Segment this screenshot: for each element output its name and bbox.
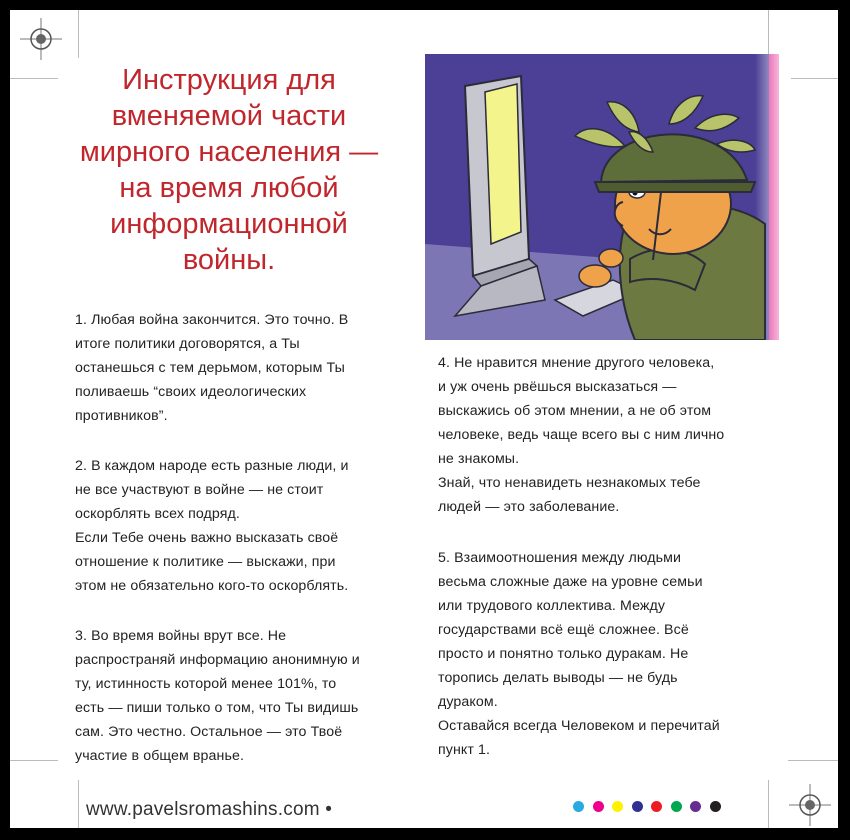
soldier-at-computer-illustration [425, 54, 791, 340]
paragraph-line: государствами всё ещё сложнее. Всё [438, 622, 689, 638]
paragraph-line: 1. Любая война закончится. Это точно. В [75, 312, 349, 328]
paragraph-line: Знай, что ненавидеть незнакомых тебе [438, 475, 701, 491]
website-url: www.pavelsromashins.com • [86, 799, 333, 820]
crop-mark [768, 780, 769, 828]
color-dot [632, 801, 643, 812]
color-dot [573, 801, 584, 812]
paragraph-line: 2. В каждом народе есть разные люди, и [75, 458, 349, 474]
crop-mark [78, 780, 79, 828]
title-line: Инструкция для [122, 64, 336, 96]
paragraph-line: человеке, ведь чаще всего вы с ним лично [438, 427, 725, 443]
crop-mark [10, 760, 58, 761]
color-dot [593, 801, 604, 812]
poster [10, 10, 838, 828]
paragraph-line: пункт 1. [438, 742, 491, 758]
paragraph-line: противников”. [75, 408, 168, 424]
registration-mark-icon [789, 784, 831, 826]
paragraph-line: торопись делать выводы — не будь [438, 670, 678, 686]
color-dot [651, 801, 662, 812]
crop-mark [768, 10, 769, 58]
paragraph-line: и уж очень рвёшься высказаться — [438, 379, 677, 395]
color-dot [612, 801, 623, 812]
title-line: информационной [110, 208, 348, 240]
paragraph-line: распространяй информацию анонимную и [75, 652, 360, 668]
color-dot [671, 801, 682, 812]
paragraph-line: ту, истинность которой менее 101%, то [75, 676, 337, 692]
paragraph-line: Оставайся всегда Человеком и перечитай [438, 718, 720, 734]
paragraph-line: весьма сложные даже на уровне семьи [438, 574, 703, 590]
list-item [75, 624, 360, 768]
title-line: войны. [182, 244, 276, 276]
paragraph-line: 5. Взаимоотношения между людьми [438, 550, 682, 566]
crop-mark [788, 760, 838, 761]
paragraph-line: людей — это заболевание. [438, 499, 620, 515]
paragraph-line: участие в общем вранье. [75, 748, 244, 764]
paragraph-line: оскорблять всех подряд. [75, 506, 240, 522]
paragraph-line: отношение к политике — выскажи, при [75, 554, 336, 570]
color-dot [710, 801, 721, 812]
paragraph-line: не знакомы. [438, 451, 520, 467]
list-item [438, 546, 720, 762]
paragraph-line: не все участвуют в войне — не стоит [75, 482, 324, 498]
paragraph-line: 3. Во время войны врут все. Не [75, 628, 287, 644]
paragraph-line: 4. Не нравится мнение другого человека, [438, 355, 715, 371]
list-item [438, 351, 724, 519]
crop-mark [10, 78, 58, 79]
paragraph-line: этом не обязательно кого-то оскорблять. [75, 578, 349, 594]
registration-mark-icon [20, 18, 62, 60]
paragraph-line: поливаешь “своих идеологических [75, 384, 307, 400]
paragraph-line: останешься с тем дерьмом, которым Ты [75, 360, 345, 376]
paragraph-line: выскажись об этом мнении, а не об этом [438, 403, 712, 419]
paragraph-line: Если Тебе очень важно высказать своё [75, 530, 339, 546]
crop-mark [788, 78, 838, 79]
title-line: мирного населения — [79, 136, 379, 168]
paragraph-line: просто и понятно только дуракам. Не [438, 646, 689, 662]
title-line: на время любой [119, 172, 339, 204]
poster-title [64, 62, 394, 278]
paragraph-line: сам. Это честно. Остальное — это Твоё [75, 724, 343, 740]
crop-mark [78, 10, 79, 58]
paragraph-line: или трудового коллектива. Между [438, 598, 666, 614]
title-line: вменяемой части [111, 100, 347, 132]
color-dot [690, 801, 701, 812]
paragraph-line: итоге политики договорятся, а Ты [75, 336, 300, 352]
paragraph-line: дураком. [438, 694, 498, 710]
paragraph-line: есть — пиши только о том, что Ты видишь [75, 700, 359, 716]
list-item [75, 454, 348, 598]
list-item [75, 308, 348, 428]
